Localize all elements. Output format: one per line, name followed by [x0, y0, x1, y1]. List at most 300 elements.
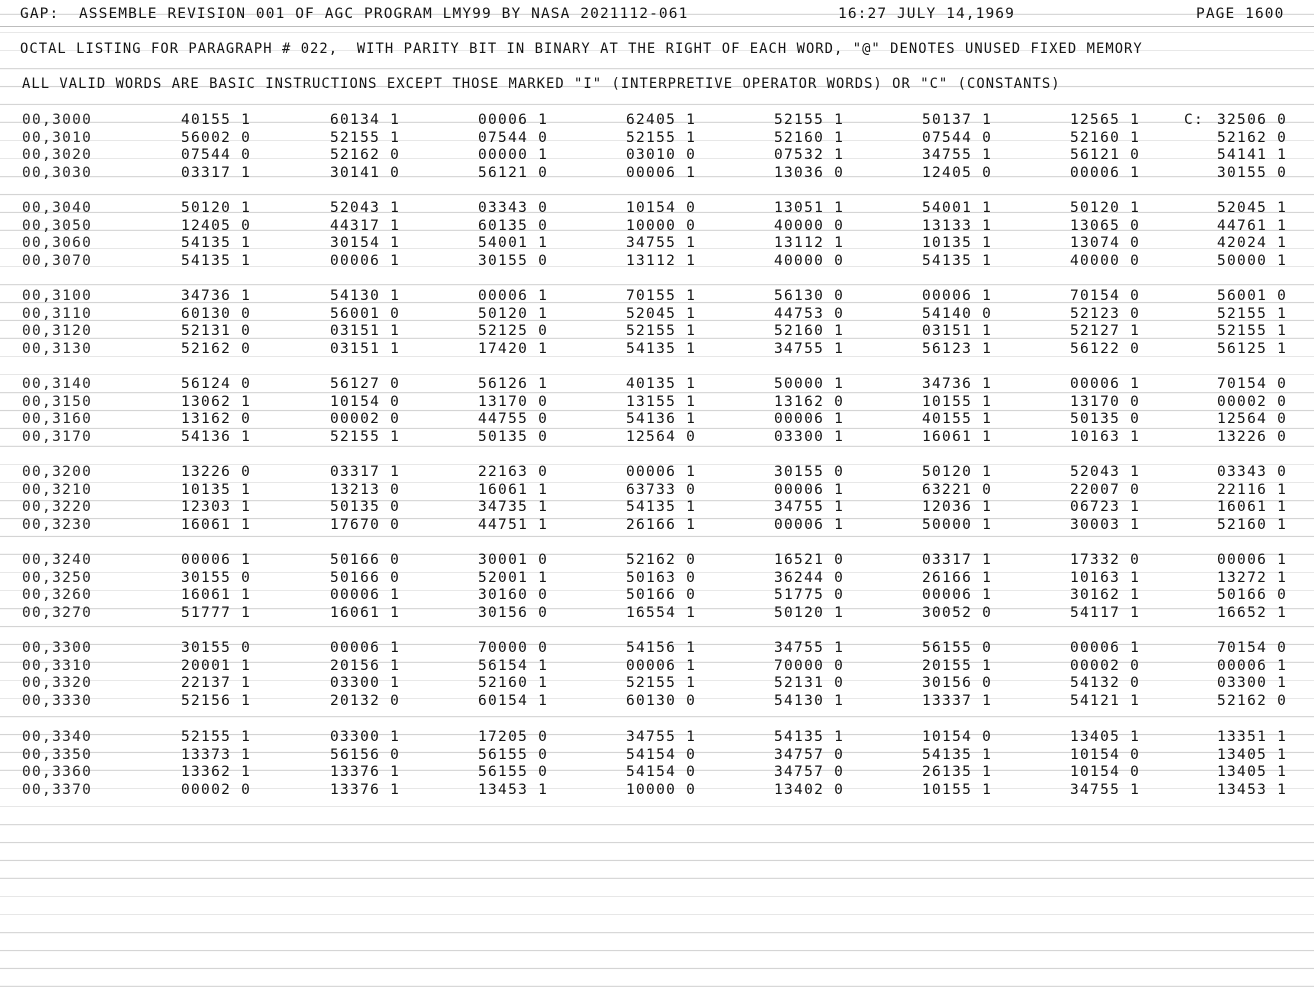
- word-cell: 54001 1: [922, 200, 993, 216]
- word-cell: 10155 1: [922, 781, 993, 798]
- table-row: [0, 604, 1314, 622]
- word-cell: 30052 0: [922, 604, 993, 621]
- word-cell: 10135 1: [922, 235, 993, 252]
- word-cell: 30155 0: [181, 640, 252, 656]
- word-cell: 13226 0: [181, 464, 252, 480]
- word-cell: 63221 0: [922, 481, 993, 498]
- word-cell: 54154 0: [626, 746, 697, 763]
- word-cell: 03317 1: [922, 552, 993, 568]
- word-cell: 54136 1: [181, 428, 252, 445]
- word-cell: 13405 1: [1070, 729, 1141, 745]
- word-cell: 10154 0: [1070, 764, 1141, 781]
- word-cell: 10163 1: [1070, 569, 1141, 586]
- listing-note: ALL VALID WORDS ARE BASIC INSTRUCTIONS EXCEPT THOSE MARKED "I" (INTERPRETIVE OPERATOR WORDS) OR "C" (CONSTANTS): [22, 76, 1061, 92]
- table-row: [0, 234, 1314, 252]
- word-cell: 00002 0: [330, 411, 401, 428]
- word-cell: 44761 1: [1217, 217, 1288, 234]
- word-cell: 13337 1: [922, 692, 993, 709]
- table-row: [0, 322, 1314, 340]
- word-cell: 34757 0: [774, 746, 845, 763]
- word-cell: 52162 0: [181, 340, 252, 357]
- word-cell: 52045 1: [626, 305, 697, 322]
- word-cell: 13272 1: [1217, 569, 1288, 586]
- word-cell: 00002 0: [181, 781, 252, 798]
- table-row: [0, 146, 1314, 164]
- word-cell: 03317 1: [181, 164, 252, 181]
- word-cell: 00006 1: [774, 411, 845, 428]
- word-cell: 60154 1: [478, 692, 549, 709]
- word-cell: 13453 1: [478, 781, 549, 798]
- word-cell: 52155 1: [330, 129, 401, 146]
- word-cell: 52160 1: [774, 323, 845, 340]
- word-cell: 56121 0: [478, 164, 549, 181]
- word-cell: 13213 0: [330, 481, 401, 498]
- table-row: [0, 463, 1314, 481]
- word-cell: 20156 1: [330, 657, 401, 674]
- word-cell: 10154 0: [922, 729, 993, 745]
- word-cell: 70154 0: [1217, 640, 1288, 656]
- word-cell: 50163 0: [626, 569, 697, 586]
- word-cell: 03343 0: [1217, 464, 1288, 480]
- word-cell: 13065 0: [1070, 217, 1141, 234]
- word-cell: 17670 0: [330, 516, 401, 533]
- word-cell: 10154 0: [1070, 746, 1141, 763]
- address-cell: 00,3370: [22, 781, 93, 798]
- word-cell: 16061 1: [478, 481, 549, 498]
- word-cell: 56127 0: [330, 376, 401, 392]
- word-cell: 54135 1: [922, 746, 993, 763]
- table-row: [0, 428, 1314, 446]
- word-cell: 54132 0: [1070, 675, 1141, 692]
- address-cell: 00,3110: [22, 305, 93, 322]
- address-cell: 00,3170: [22, 428, 93, 445]
- word-cell: 50137 1: [922, 112, 993, 128]
- word-cell: 00006 1: [626, 464, 697, 480]
- word-cell: 34735 1: [478, 499, 549, 516]
- word-cell: 54117 1: [1070, 604, 1141, 621]
- word-cell: 13036 0: [774, 164, 845, 181]
- word-cell: 03151 1: [922, 323, 993, 340]
- word-cell: 13405 1: [1217, 746, 1288, 763]
- word-cell: 56122 0: [1070, 340, 1141, 357]
- word-cell: 13162 0: [774, 393, 845, 410]
- word-cell: 06723 1: [1070, 499, 1141, 516]
- table-row: [0, 199, 1314, 217]
- word-cell: 22007 0: [1070, 481, 1141, 498]
- word-cell: 16061 1: [181, 516, 252, 533]
- word-cell: 00006 1: [774, 516, 845, 533]
- address-cell: 00,3060: [22, 235, 93, 252]
- word-cell: 52162 0: [1217, 129, 1288, 146]
- word-cell: 00006 1: [626, 164, 697, 181]
- word-cell: 00006 1: [1070, 640, 1141, 656]
- word-cell: 00006 1: [626, 657, 697, 674]
- word-cell: 50135 0: [1070, 411, 1141, 428]
- word-cell: 20155 1: [922, 657, 993, 674]
- word-cell: 40155 1: [922, 411, 993, 428]
- table-row: [0, 781, 1314, 799]
- word-cell: 40000 0: [774, 252, 845, 269]
- word-cell: 00002 0: [1070, 657, 1141, 674]
- word-cell: 10155 1: [922, 393, 993, 410]
- table-row: [0, 481, 1314, 499]
- table-row: [0, 498, 1314, 516]
- table-row: [0, 551, 1314, 569]
- constant-marker: C:: [1184, 112, 1205, 128]
- word-cell: 56156 0: [330, 746, 401, 763]
- word-cell: 52043 1: [1070, 464, 1141, 480]
- word-cell: 70155 1: [626, 288, 697, 304]
- table-row: [0, 217, 1314, 235]
- word-cell: 03317 1: [330, 464, 401, 480]
- word-cell: 50135 0: [478, 428, 549, 445]
- word-cell: 03151 1: [330, 340, 401, 357]
- word-cell: 34755 1: [774, 640, 845, 656]
- word-cell: 13170 0: [1070, 393, 1141, 410]
- word-cell: 30155 0: [774, 464, 845, 480]
- word-cell: 00006 1: [922, 288, 993, 304]
- word-cell: 40155 1: [181, 112, 252, 128]
- word-cell: 52155 1: [774, 112, 845, 128]
- word-cell: 60134 1: [330, 112, 401, 128]
- word-cell: 12405 0: [181, 217, 252, 234]
- word-cell: 54135 1: [181, 235, 252, 252]
- word-cell: 00006 1: [1217, 552, 1288, 568]
- word-cell: 56124 0: [181, 376, 252, 392]
- address-cell: 00,3210: [22, 481, 93, 498]
- word-cell: 07532 1: [774, 147, 845, 164]
- word-cell: 56001 0: [1217, 288, 1288, 304]
- word-cell: 50120 1: [1070, 200, 1141, 216]
- word-cell: 00006 1: [1217, 657, 1288, 674]
- word-cell: 34755 1: [774, 499, 845, 516]
- address-cell: 00,3270: [22, 604, 93, 621]
- word-cell: 54135 1: [774, 729, 845, 745]
- word-cell: 00006 1: [330, 640, 401, 656]
- page-number: PAGE 1600: [1196, 6, 1285, 22]
- address-cell: 00,3130: [22, 340, 93, 357]
- address-cell: 00,3300: [22, 640, 93, 656]
- word-cell: 07544 0: [922, 129, 993, 146]
- word-cell: 60130 0: [626, 692, 697, 709]
- word-cell: 52131 0: [774, 675, 845, 692]
- word-cell: 13112 1: [626, 252, 697, 269]
- address-cell: 00,3050: [22, 217, 93, 234]
- word-cell: 52155 1: [626, 675, 697, 692]
- word-cell: 30156 0: [922, 675, 993, 692]
- word-cell: 50166 0: [330, 552, 401, 568]
- table-row: [0, 674, 1314, 692]
- word-cell: 52043 1: [330, 200, 401, 216]
- word-cell: 54140 0: [922, 305, 993, 322]
- word-cell: 54135 1: [626, 499, 697, 516]
- header-rule: [0, 26, 1314, 27]
- word-cell: 52162 0: [1217, 692, 1288, 709]
- word-cell: 60135 0: [478, 217, 549, 234]
- word-cell: 50000 1: [922, 516, 993, 533]
- table-row: [0, 639, 1314, 657]
- word-cell: 22163 0: [478, 464, 549, 480]
- word-cell: 10154 0: [626, 200, 697, 216]
- word-cell: 56155 0: [478, 746, 549, 763]
- address-cell: 00,3360: [22, 764, 93, 781]
- word-cell: 00006 1: [181, 552, 252, 568]
- address-cell: 00,3310: [22, 657, 93, 674]
- table-row: [0, 375, 1314, 393]
- table-row: [0, 111, 1314, 129]
- word-cell: 56130 0: [774, 288, 845, 304]
- word-cell: 03300 1: [330, 729, 401, 745]
- word-cell: 00002 0: [1217, 393, 1288, 410]
- word-cell: 70154 0: [1070, 288, 1141, 304]
- word-cell: 26135 1: [922, 764, 993, 781]
- word-cell: 50000 1: [1217, 252, 1288, 269]
- word-cell: 03300 1: [1217, 675, 1288, 692]
- table-row: [0, 692, 1314, 710]
- table-row: [0, 410, 1314, 428]
- address-cell: 00,3120: [22, 323, 93, 340]
- address-cell: 00,3040: [22, 200, 93, 216]
- address-cell: 00,3260: [22, 587, 93, 604]
- word-cell: 34755 1: [626, 729, 697, 745]
- table-row: [0, 340, 1314, 358]
- word-cell: 44753 0: [774, 305, 845, 322]
- word-cell: 13112 1: [774, 235, 845, 252]
- word-cell: 03300 1: [330, 675, 401, 692]
- word-cell: 50120 1: [922, 464, 993, 480]
- word-cell: 12405 0: [922, 164, 993, 181]
- word-cell: 16061 1: [330, 604, 401, 621]
- word-cell: 54135 1: [922, 252, 993, 269]
- address-cell: 00,3160: [22, 411, 93, 428]
- address-cell: 00,3320: [22, 675, 93, 692]
- word-cell: 36244 0: [774, 569, 845, 586]
- word-cell: 17332 0: [1070, 552, 1141, 568]
- word-cell: 13373 1: [181, 746, 252, 763]
- word-cell: 10163 1: [1070, 428, 1141, 445]
- address-cell: 00,3100: [22, 288, 93, 304]
- word-cell: 52001 1: [478, 569, 549, 586]
- word-cell: 13074 0: [1070, 235, 1141, 252]
- word-cell: 10000 0: [626, 217, 697, 234]
- word-cell: 13062 1: [181, 393, 252, 410]
- program-header: GAP: ASSEMBLE REVISION 001 OF AGC PROGRAM LMY99 BY NASA 2021112-061: [20, 6, 689, 22]
- table-row: [0, 586, 1314, 604]
- word-cell: 52045 1: [1217, 200, 1288, 216]
- word-cell: 56002 0: [181, 129, 252, 146]
- word-cell: 30155 0: [1217, 164, 1288, 181]
- address-cell: 00,3000: [22, 112, 93, 128]
- address-cell: 00,3250: [22, 569, 93, 586]
- word-cell: 52160 1: [1217, 516, 1288, 533]
- word-cell: 10135 1: [181, 481, 252, 498]
- word-cell: 13226 0: [1217, 428, 1288, 445]
- word-cell: 52156 1: [181, 692, 252, 709]
- word-cell: 13376 1: [330, 781, 401, 798]
- word-cell: 00006 1: [330, 252, 401, 269]
- word-cell: 50120 1: [181, 200, 252, 216]
- word-cell: 12564 0: [1217, 411, 1288, 428]
- word-cell: 13453 1: [1217, 781, 1288, 798]
- word-cell: 13133 1: [922, 217, 993, 234]
- word-cell: 60130 0: [181, 305, 252, 322]
- word-cell: 54001 1: [478, 235, 549, 252]
- address-cell: 00,3150: [22, 393, 93, 410]
- word-cell: 63733 0: [626, 481, 697, 498]
- listing-title: OCTAL LISTING FOR PARAGRAPH # 022, WITH PARITY BIT IN BINARY AT THE RIGHT OF EACH WORD, "@" DENOTES UNUSED FIXED MEMORY: [20, 41, 1143, 57]
- word-cell: 54130 1: [330, 288, 401, 304]
- word-cell: 17420 1: [478, 340, 549, 357]
- word-cell: 30162 1: [1070, 587, 1141, 604]
- word-cell: 52155 1: [181, 729, 252, 745]
- word-cell: 50120 1: [774, 604, 845, 621]
- word-cell: 00006 1: [1070, 164, 1141, 181]
- word-cell: 00006 1: [1070, 376, 1141, 392]
- word-cell: 13170 0: [478, 393, 549, 410]
- word-cell: 70000 0: [774, 657, 845, 674]
- word-cell: 44751 1: [478, 516, 549, 533]
- word-cell: 03343 0: [478, 200, 549, 216]
- address-cell: 00,3230: [22, 516, 93, 533]
- address-cell: 00,3340: [22, 729, 93, 745]
- address-cell: 00,3070: [22, 252, 93, 269]
- table-row: [0, 393, 1314, 411]
- word-cell: 56154 1: [478, 657, 549, 674]
- word-cell: 22137 1: [181, 675, 252, 692]
- address-cell: 00,3330: [22, 692, 93, 709]
- word-cell: 56121 0: [1070, 147, 1141, 164]
- word-cell: 12565 1: [1070, 112, 1141, 128]
- word-cell: 30156 0: [478, 604, 549, 621]
- word-cell: 50166 0: [330, 569, 401, 586]
- word-cell: 44317 1: [330, 217, 401, 234]
- word-cell: 13402 0: [774, 781, 845, 798]
- word-cell: 62405 1: [626, 112, 697, 128]
- word-cell: 70000 0: [478, 640, 549, 656]
- word-cell: 56001 0: [330, 305, 401, 322]
- word-cell: 30141 0: [330, 164, 401, 181]
- word-cell: 34755 1: [626, 235, 697, 252]
- table-row: [0, 763, 1314, 781]
- word-cell: 07544 0: [181, 147, 252, 164]
- word-cell: 52127 1: [1070, 323, 1141, 340]
- word-cell: 50000 1: [774, 376, 845, 392]
- word-cell: 22116 1: [1217, 481, 1288, 498]
- word-cell: 34736 1: [922, 376, 993, 392]
- table-row: [0, 252, 1314, 270]
- word-cell: 56126 1: [478, 376, 549, 392]
- word-cell: 16061 1: [922, 428, 993, 445]
- word-cell: 12036 1: [922, 499, 993, 516]
- word-cell: 34736 1: [181, 288, 252, 304]
- word-cell: 07544 0: [478, 129, 549, 146]
- word-cell: 40000 0: [774, 217, 845, 234]
- word-cell: 40135 1: [626, 376, 697, 392]
- word-cell: 54156 1: [626, 640, 697, 656]
- word-cell: 52160 1: [774, 129, 845, 146]
- address-cell: 00,3220: [22, 499, 93, 516]
- word-cell: 52162 0: [330, 147, 401, 164]
- word-cell: 50135 0: [330, 499, 401, 516]
- word-cell: 52155 1: [626, 323, 697, 340]
- word-cell: 32506 0: [1217, 112, 1288, 128]
- word-cell: 70154 0: [1217, 376, 1288, 392]
- table-row: [0, 305, 1314, 323]
- table-row: [0, 129, 1314, 147]
- table-row: [0, 287, 1314, 305]
- table-row: [0, 569, 1314, 587]
- word-cell: 26166 1: [922, 569, 993, 586]
- word-cell: 54130 1: [774, 692, 845, 709]
- word-cell: 52155 1: [1217, 323, 1288, 340]
- address-cell: 00,3140: [22, 376, 93, 392]
- word-cell: 03300 1: [774, 428, 845, 445]
- word-cell: 54135 1: [181, 252, 252, 269]
- address-cell: 00,3350: [22, 746, 93, 763]
- word-cell: 13376 1: [330, 764, 401, 781]
- word-cell: 54135 1: [626, 340, 697, 357]
- address-cell: 00,3200: [22, 464, 93, 480]
- word-cell: 16061 1: [1217, 499, 1288, 516]
- word-cell: 56155 0: [922, 640, 993, 656]
- table-row: [0, 728, 1314, 746]
- word-cell: 10000 0: [626, 781, 697, 798]
- timestamp: 16:27 JULY 14,1969: [838, 6, 1015, 22]
- word-cell: 34757 0: [774, 764, 845, 781]
- word-cell: 42024 1: [1217, 235, 1288, 252]
- word-cell: 50120 1: [478, 305, 549, 322]
- word-cell: 52131 0: [181, 323, 252, 340]
- word-cell: 00006 1: [774, 481, 845, 498]
- address-cell: 00,3240: [22, 552, 93, 568]
- word-cell: 16652 1: [1217, 604, 1288, 621]
- word-cell: 16521 0: [774, 552, 845, 568]
- table-row: [0, 516, 1314, 534]
- word-cell: 12303 1: [181, 499, 252, 516]
- word-cell: 13162 0: [181, 411, 252, 428]
- word-cell: 50166 0: [1217, 587, 1288, 604]
- word-cell: 03010 0: [626, 147, 697, 164]
- word-cell: 13051 1: [774, 200, 845, 216]
- word-cell: 13362 1: [181, 764, 252, 781]
- table-row: [0, 164, 1314, 182]
- word-cell: 54154 0: [626, 764, 697, 781]
- word-cell: 20132 0: [330, 692, 401, 709]
- table-row: [0, 746, 1314, 764]
- word-cell: 20001 1: [181, 657, 252, 674]
- word-cell: 13405 1: [1217, 764, 1288, 781]
- word-cell: 34755 1: [1070, 781, 1141, 798]
- word-cell: 00006 1: [478, 288, 549, 304]
- table-row: [0, 657, 1314, 675]
- word-cell: 51777 1: [181, 604, 252, 621]
- word-cell: 16554 1: [626, 604, 697, 621]
- word-cell: 13351 1: [1217, 729, 1288, 745]
- word-cell: 52160 1: [1070, 129, 1141, 146]
- word-cell: 30003 1: [1070, 516, 1141, 533]
- word-cell: 51775 0: [774, 587, 845, 604]
- word-cell: 54136 1: [626, 411, 697, 428]
- word-cell: 52155 1: [626, 129, 697, 146]
- word-cell: 54121 1: [1070, 692, 1141, 709]
- word-cell: 26166 1: [626, 516, 697, 533]
- word-cell: 30155 0: [181, 569, 252, 586]
- word-cell: 30160 0: [478, 587, 549, 604]
- address-cell: 00,3030: [22, 164, 93, 181]
- word-cell: 56123 1: [922, 340, 993, 357]
- word-cell: 52155 1: [1217, 305, 1288, 322]
- word-cell: 54141 1: [1217, 147, 1288, 164]
